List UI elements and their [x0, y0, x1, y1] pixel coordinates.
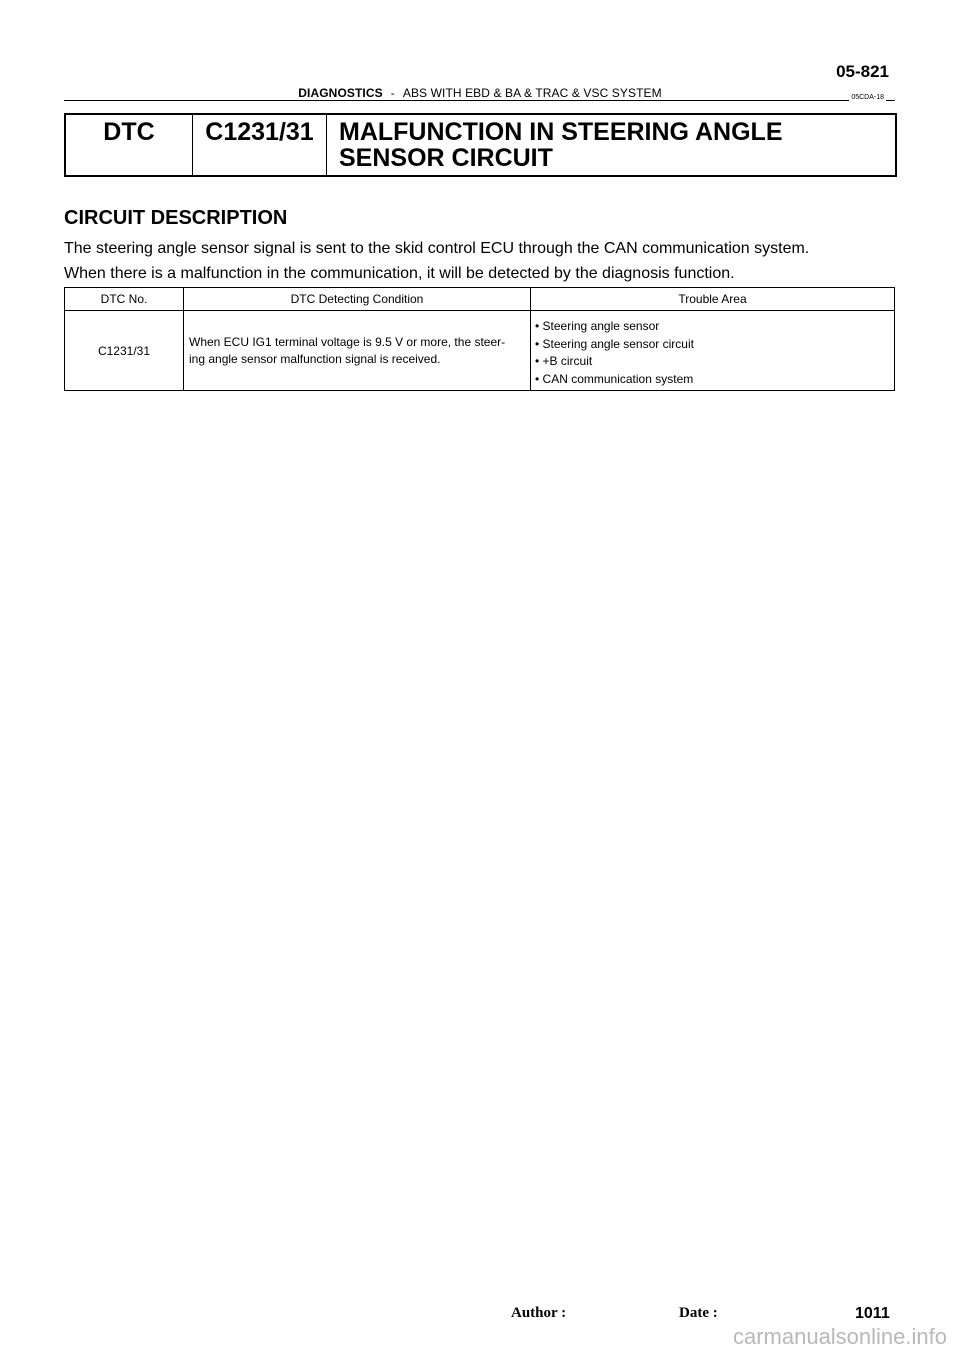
dtc-number-cell: C1231/31	[65, 311, 184, 391]
page-number: 05-821	[836, 62, 889, 81]
author-label: Author :	[511, 1305, 567, 1321]
header-subsection: ABS WITH EBD & BA & TRAC & VSC SYSTEM	[402, 86, 662, 100]
section-heading: CIRCUIT DESCRIPTION	[64, 207, 288, 229]
condition-line-2: ing angle sensor malfunction signal is received.	[189, 351, 441, 366]
description-line-1: The steering angle sensor signal is sent to the skid control ECU through the CAN communication system.	[64, 240, 810, 257]
description-line-2: When there is a malfunction in the communication, it will be detected by the diagnosis function.	[64, 265, 735, 282]
circuit-description	[64, 236, 896, 286]
running-header	[0, 86, 960, 100]
table-row	[65, 311, 895, 391]
trouble-area-item: • Steering angle sensor	[535, 319, 660, 333]
condition-line-1: When ECU IG1 terminal voltage is 9.5 V or more, the steer-	[189, 334, 506, 349]
trouble-area-item: • +B circuit	[535, 354, 593, 368]
header-section: DIAGNOSTICS	[298, 86, 383, 100]
column-header-condition: DTC Detecting Condition	[184, 288, 531, 311]
date-label: Date :	[679, 1305, 718, 1321]
header-separator: -	[390, 86, 395, 100]
header-rule	[64, 100, 895, 101]
title-line-1: MALFUNCTION IN STEERING ANGLE	[339, 118, 783, 146]
dtc-table	[64, 287, 895, 391]
title-box	[64, 113, 897, 177]
title-line-2: SENSOR CIRCUIT	[339, 144, 553, 172]
watermark: carmanualsonline.info	[732, 1324, 947, 1349]
title-code: C1231/31	[193, 115, 327, 175]
trouble-area-item: • CAN communication system	[535, 371, 694, 386]
trouble-area-cell	[531, 311, 895, 391]
folio-number: 1011	[855, 1305, 890, 1322]
title-text	[327, 115, 895, 175]
column-header-dtc-no: DTC No.	[65, 288, 184, 311]
table-header-row	[65, 288, 895, 311]
title-label: DTC	[66, 115, 193, 175]
column-header-trouble-area: Trouble Area	[531, 288, 895, 311]
detecting-condition-cell	[184, 311, 531, 391]
doc-code: 05CDA-18	[851, 94, 884, 101]
trouble-area-item: • Steering angle sensor circuit	[535, 336, 694, 351]
